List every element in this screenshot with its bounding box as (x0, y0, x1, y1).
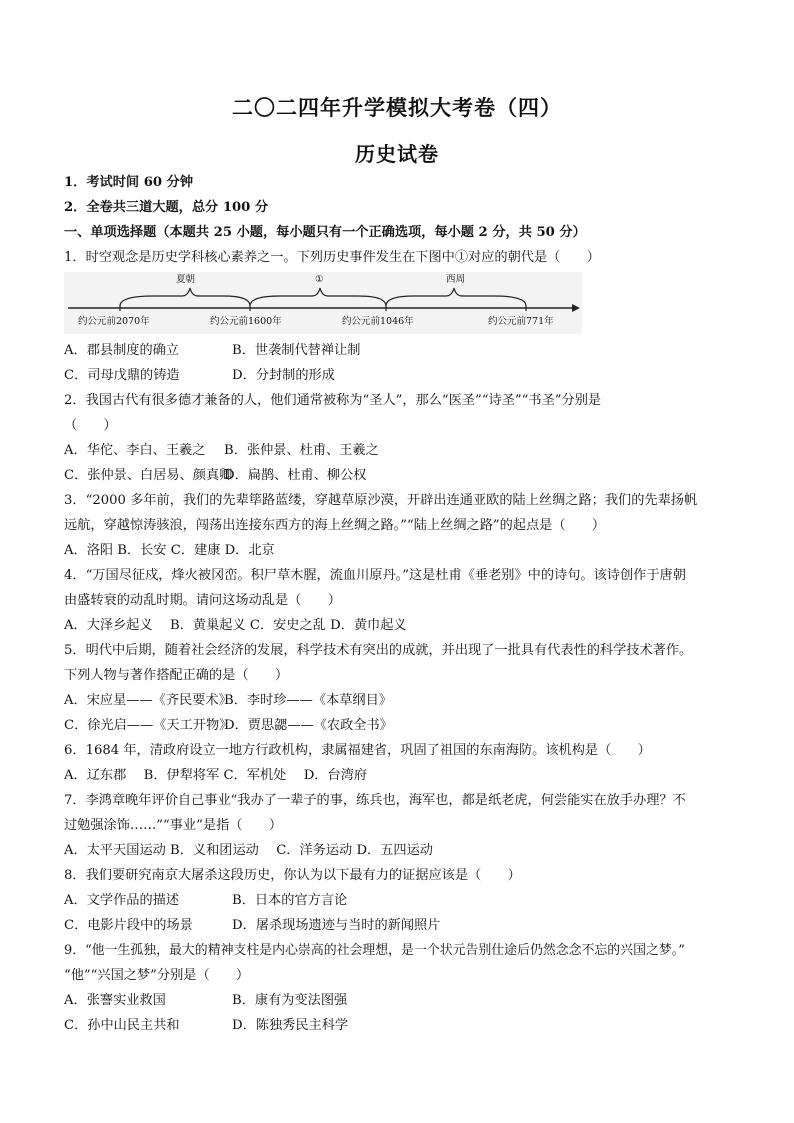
date-1600: 约公元前1600年 (210, 316, 282, 327)
q7-stem-line2: 过勉强涂饰……”“事业”是指（ ） (64, 818, 283, 833)
q8-option-d: D．屠杀现场遗迹与当时的新闻照片 (232, 918, 441, 933)
q1-option-c: C．司母戊鼎的铸造 (64, 368, 180, 383)
q1-options-row1 (64, 338, 736, 363)
exam-subtitle: 历史试卷 (355, 142, 439, 166)
q5-option-b: B．李时珍——《本草纲目》 (224, 693, 392, 708)
q8-option-a: A．文学作品的描述 (64, 893, 180, 908)
q7-options: A．太平天国运动 B．义和团运动 C．洋务运动 D．五四运动 (64, 843, 433, 858)
q9-stem-line1: 9．“他一生孤独，最大的精神支柱是内心崇高的社会理想，是一个状元告别仕途后仍然念念不忘的兴国之梦。” (64, 943, 685, 958)
exam-content (64, 170, 736, 1038)
period-xizhou: 西周 (446, 274, 466, 285)
date-1046: 约公元前1046年 (342, 316, 414, 327)
q1-option-b: B．世袭制代替禅让制 (232, 343, 361, 358)
q8-option-b: B．日本的官方言论 (232, 893, 348, 908)
q2-option-a: A．华佗、李白、王羲之 (64, 443, 206, 458)
q9-options-row2 (64, 1013, 736, 1038)
q6-options: A．辽东郡 B．伊犁将军 C．军机处 D．台湾府 (64, 768, 368, 783)
section-heading: 一、单项选择题（本题共 25 小题，每小题只有一个正确选项，每小题 2 分，共 50 分） (64, 225, 586, 240)
q2-option-c: C．张仲景、白居易、颜真卿 (64, 468, 233, 483)
q4-options: A．大泽乡起义 B．黄巢起义 C．安史之乱 D．黄巾起义 (64, 618, 407, 633)
q9-option-c: C．孙中山民主共和 (64, 1018, 180, 1033)
period-xia: 夏朝 (176, 274, 196, 285)
q9-options-row1 (64, 988, 736, 1013)
q2-options-row2 (64, 463, 736, 488)
q6-stem: 6．1684 年，清政府设立一地方行政机构，隶属福建省，巩固了祖国的东南海防。该机构是（ ） (64, 743, 651, 758)
q8-options-row2 (64, 913, 736, 938)
q5-option-d: D．贾思勰——《农政全书》 (224, 718, 393, 733)
q4-stem-line1: 4．“万国尽征戍，烽火被冈峦。积尸草木腥，流血川原丹。”这是杜甫《垂老别》中的诗句。该诗创作于唐朝 (64, 568, 686, 583)
date-771: 约公元前771年 (488, 316, 554, 327)
q8-option-c: C．电影片段中的场景 (64, 918, 193, 933)
q8-stem: 8．我们要研究南京大屠杀这段历史，你认为以下最有力的证据应该是（ ） (64, 868, 521, 883)
q5-options-row2 (64, 713, 736, 738)
q3-stem-line2: 远航，穿越惊涛骇浪，闯荡出连接东西方的海上丝绸之路。”“陆上丝绸之路”的起点是（ ） (64, 518, 606, 533)
q2-stem-line2: （ ） (64, 418, 117, 433)
q4-stem-line2: 由盛转衰的动乱时期。请问这场动乱是（ ） (64, 593, 341, 608)
q9-option-d: D．陈独秀民主科学 (232, 1018, 349, 1033)
q2-option-b: B．张仲景、杜甫、王羲之 (224, 443, 379, 458)
date-2070: 约公元前2070年 (78, 316, 150, 327)
note-score: 2．全卷共三道大题，总分 100 分 (64, 200, 269, 215)
q5-option-c: C．徐光启——《天工开物》 (64, 718, 233, 733)
q5-stem-line1: 5．明代中后期，随着社会经济的发展，科学技术有突出的成就，并出现了一批具有代表性的科学技术著作。 (64, 643, 693, 658)
q1-option-d: D．分封制的形成 (232, 368, 335, 383)
q2-options-row1 (64, 438, 736, 463)
q1-option-a: A．郡县制度的确立 (64, 343, 180, 358)
q5-option-a: A．宋应星——《齐民要术》 (64, 693, 232, 708)
q1-stem: 1．时空观念是历史学科核心素养之一。下列历史事件发生在下图中①对应的朝代是（ ） (64, 250, 600, 265)
q7-stem-line1: 7．李鸿章晚年评价自己事业“我办了一辈子的事，练兵也，海军也，都是纸老虎，何尝能实在放手办理？不 (64, 793, 686, 808)
q5-stem-line2: 下列人物与著作搭配正确的是（ ） (64, 668, 289, 683)
q9-stem-line2: “他”“兴国之梦”分别是（ ） (64, 968, 250, 983)
period-circle1: ① (315, 274, 324, 285)
q5-options-row1 (64, 688, 736, 713)
q9-option-b: B．康有为变法图强 (232, 993, 348, 1008)
q9-option-a: A．张謇实业救国 (64, 993, 166, 1008)
q3-stem-line1: 3．“2000 多年前，我们的先辈筚路蓝缕，穿越草原沙漠，开辟出连通亚欧的陆上丝绸之路；我们的先辈扬帆 (64, 493, 698, 508)
q3-options: A．洛阳 B．长安 C．建康 D．北京 (64, 543, 275, 558)
q2-stem-line1: 2．我国古代有很多德才兼备的人，他们通常被称为“圣人”，那么“医圣”“诗圣”“书圣”分别是 (64, 393, 602, 408)
exam-title: 二〇二四年升学模拟大考卷（四） (232, 95, 562, 120)
q8-options-row1 (64, 888, 736, 913)
note-time: 1．考试时间 60 分钟 (64, 175, 194, 190)
q2-option-d: D．扁鹊、杜甫、柳公权 (224, 468, 367, 483)
q1-timeline (64, 272, 582, 334)
q1-options-row2 (64, 363, 736, 388)
